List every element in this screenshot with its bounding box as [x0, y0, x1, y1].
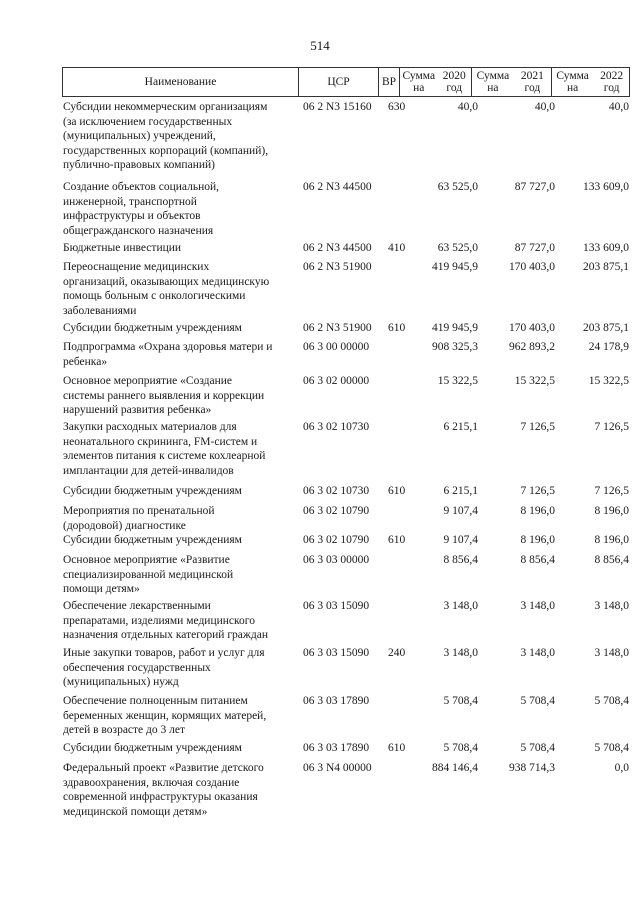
row-sum-2021: 962 893,2	[509, 341, 555, 353]
row-name-line: неонатального скрининга, FM-систем и	[63, 435, 258, 448]
row-csr: 06 2 N3 51900	[303, 322, 372, 334]
row-sum-2021: 87 727,0	[514, 181, 555, 193]
row-sum-2021: 3 148,0	[520, 600, 555, 612]
row-sum-2021: 170 403,0	[509, 322, 555, 334]
row-sum-2022: 24 178,9	[588, 341, 629, 353]
row-vr: 410	[388, 242, 406, 254]
row-name	[63, 321, 299, 336]
header-sum-2022-line1: Сумма на	[556, 70, 589, 94]
header-name: Наименование	[63, 68, 299, 96]
row-sum-2020: 63 525,0	[437, 181, 478, 193]
row-csr: 06 3 N4 00000	[303, 762, 372, 774]
row-sum-2021: 87 727,0	[514, 242, 555, 254]
row-name	[63, 694, 299, 738]
table-header	[62, 67, 630, 97]
row-name	[63, 374, 299, 418]
row-name	[63, 340, 299, 369]
row-csr: 06 3 02 10790	[303, 505, 370, 517]
row-name-line: Иные закупки товаров, работ и услуг для	[63, 647, 265, 659]
row-name-line: системы раннего выявления и коррекции	[63, 389, 265, 402]
row-sum-2020: 419 945,9	[432, 322, 478, 334]
header-sum-2022	[552, 68, 630, 96]
row-name-line: инфраструктуры и объектов	[63, 210, 201, 223]
row-sum-2022: 40,0	[608, 101, 629, 113]
row-name-line: препаратами, изделиями медицинского	[63, 614, 255, 627]
row-name-line: специализированной медицинской	[63, 568, 234, 581]
row-csr: 06 3 03 00000	[303, 554, 370, 566]
row-name	[63, 553, 299, 597]
row-sum-2020: 5 708,4	[443, 742, 478, 754]
row-sum-2022: 3 148,0	[594, 600, 629, 612]
row-name-line: заболеваниями	[63, 304, 137, 317]
row-name-line: Создание объектов социальной,	[63, 181, 220, 193]
row-sum-2021: 8 196,0	[520, 505, 555, 517]
row-sum-2021: 938 714,3	[509, 762, 555, 774]
row-name-line: Основное мероприятие «Создание	[63, 375, 233, 387]
row-name-line: Основное мероприятие «Развитие	[63, 554, 230, 566]
row-csr: 06 3 02 10730	[303, 421, 370, 433]
row-sum-2022: 133 609,0	[583, 181, 629, 193]
row-sum-2021: 3 148,0	[520, 647, 555, 659]
row-sum-2021: 5 708,4	[520, 742, 555, 754]
row-vr: 610	[388, 322, 406, 334]
row-sum-2020: 3 148,0	[443, 647, 478, 659]
row-name-line: Подпрограмма «Охрана здоровья матери и	[63, 341, 273, 353]
row-name-line: Субсидии бюджетным учреждениям	[63, 322, 242, 334]
row-csr: 06 3 02 00000	[303, 375, 370, 387]
row-name-line: беременных женщин, кормящих матерей,	[63, 709, 267, 722]
row-name-line: элементов питания к системе кохлеарной	[63, 450, 266, 463]
row-sum-2020: 6 215,1	[443, 485, 478, 497]
row-sum-2021: 40,0	[534, 101, 555, 113]
row-csr: 06 3 03 17890	[303, 742, 370, 754]
row-name	[63, 420, 299, 478]
row-name-line: Обеспечение лекарственными	[63, 600, 211, 612]
row-name-line: Обеспечение полноценным питанием	[63, 695, 248, 707]
row-name-line: Мероприятия по пренатальной	[63, 505, 215, 517]
row-name-line: обеспечения государственных	[63, 661, 211, 674]
header-vr: ВР	[379, 68, 400, 96]
row-name	[63, 241, 299, 256]
row-name-line: инженерной, транспортной	[63, 195, 197, 208]
row-name-line: Субсидии некоммерческим организациям	[63, 101, 268, 113]
row-sum-2020: 8 856,4	[443, 554, 478, 566]
row-name-line: Федеральный проект «Развитие детского	[63, 762, 264, 774]
row-sum-2022: 0,0	[614, 762, 629, 774]
row-sum-2022: 203 875,1	[583, 322, 629, 334]
row-vr: 610	[388, 742, 406, 754]
row-name-line: нарушений развития ребенка»	[63, 404, 212, 417]
row-sum-2021: 7 126,5	[520, 421, 555, 433]
header-sum-2022-line2: 2022 год	[600, 70, 624, 94]
row-sum-2020: 40,0	[457, 101, 478, 113]
row-name-line: Бюджетные инвестиции	[63, 242, 182, 254]
row-sum-2022: 5 708,4	[594, 695, 629, 707]
header-csr: ЦСР	[299, 68, 379, 96]
row-name	[63, 741, 299, 756]
row-csr: 06 2 N3 51900	[303, 261, 372, 273]
row-sum-2022: 7 126,5	[594, 485, 629, 497]
row-sum-2022: 5 708,4	[594, 742, 629, 754]
row-sum-2020: 15 322,5	[437, 375, 478, 387]
row-csr: 06 2 N3 15160	[303, 101, 372, 113]
row-csr: 06 3 02 10790	[303, 534, 370, 546]
row-name-line: Субсидии бюджетным учреждениям	[63, 485, 242, 497]
row-sum-2021: 7 126,5	[520, 485, 555, 497]
page-number: 514	[310, 38, 330, 53]
row-name	[63, 100, 299, 173]
row-name-line: Субсидии бюджетным учреждениям	[63, 742, 242, 754]
row-name	[63, 180, 299, 238]
row-csr: 06 3 03 15090	[303, 647, 370, 659]
row-sum-2021: 8 196,0	[520, 534, 555, 546]
row-sum-2022: 8 856,4	[594, 554, 629, 566]
header-sum-2020-line2: 2020 год	[442, 70, 466, 94]
row-csr: 06 3 03 15090	[303, 600, 370, 612]
row-vr: 610	[388, 485, 406, 497]
row-name-line: общегражданского назначения	[63, 224, 214, 237]
row-csr: 06 2 N3 44500	[303, 181, 372, 193]
row-sum-2022: 3 148,0	[594, 647, 629, 659]
row-name-line: помощи детям»	[63, 583, 140, 596]
row-sum-2020: 9 107,4	[443, 534, 478, 546]
row-name-line: (муниципальных) учреждений,	[63, 130, 216, 143]
header-sum-2020-line1: Сумма на	[402, 70, 436, 94]
row-sum-2020: 63 525,0	[437, 242, 478, 254]
row-name	[63, 761, 299, 819]
row-name	[63, 533, 299, 548]
row-name-line: назначения отдельных категорий граждан	[63, 629, 268, 642]
row-sum-2020: 9 107,4	[443, 505, 478, 517]
row-sum-2020: 884 146,4	[432, 762, 478, 774]
row-sum-2021: 5 708,4	[520, 695, 555, 707]
header-sum-2021	[472, 68, 552, 96]
row-name-line: ребенка»	[63, 355, 108, 368]
row-name-line: здравоохранения, включая создание	[63, 776, 240, 789]
header-sum-2021-line2: 2021 год	[520, 70, 544, 94]
row-vr: 630	[388, 101, 406, 113]
row-name-line: (за исключением государственных	[63, 115, 233, 128]
row-name	[63, 504, 299, 533]
row-name	[63, 484, 299, 499]
row-sum-2020: 419 945,9	[432, 261, 478, 273]
row-sum-2020: 3 148,0	[443, 600, 478, 612]
row-name-line: помощь больным с онкологическими	[63, 290, 246, 303]
row-vr: 610	[388, 534, 406, 546]
row-sum-2022: 203 875,1	[583, 261, 629, 273]
row-name-line: имплантации для детей-инвалидов	[63, 464, 234, 477]
row-name-line: (муниципальных) нужд	[63, 676, 179, 689]
row-csr: 06 3 02 10730	[303, 485, 370, 497]
row-sum-2022: 15 322,5	[588, 375, 629, 387]
row-sum-2021: 15 322,5	[514, 375, 555, 387]
row-name-line: медицинской помощи детям»	[63, 805, 208, 818]
row-name-line: Переоснащение медицинских	[63, 261, 210, 273]
row-sum-2022: 133 609,0	[583, 242, 629, 254]
row-name-line: (дородовой) диагностике	[63, 519, 186, 532]
row-sum-2022: 7 126,5	[594, 421, 629, 433]
row-csr: 06 3 03 17890	[303, 695, 370, 707]
row-name-line: государственных корпораций (компаний),	[63, 144, 269, 157]
row-sum-2021: 170 403,0	[509, 261, 555, 273]
row-csr: 06 3 00 00000	[303, 341, 370, 353]
row-name-line: современной инфраструктуры оказания	[63, 791, 258, 804]
row-name-line: организаций, оказывающих медицинскую	[63, 275, 270, 288]
header-sum-2020	[400, 68, 472, 96]
row-sum-2022: 8 196,0	[594, 534, 629, 546]
header-sum-2021-line1: Сумма на	[476, 70, 510, 94]
row-name-line: публично-правовых компаний)	[63, 159, 215, 172]
row-sum-2020: 908 325,3	[432, 341, 478, 353]
row-name	[63, 260, 299, 318]
row-name-line: детей в возрасте до 3 лет	[63, 724, 185, 737]
row-sum-2022: 8 196,0	[594, 505, 629, 517]
row-name-line: Субсидии бюджетным учреждениям	[63, 534, 242, 546]
row-sum-2020: 6 215,1	[443, 421, 478, 433]
row-csr: 06 2 N3 44500	[303, 242, 372, 254]
row-name	[63, 599, 299, 643]
row-vr: 240	[388, 647, 406, 659]
row-sum-2020: 5 708,4	[443, 695, 478, 707]
row-name-line: Закупки расходных материалов для	[63, 421, 237, 433]
row-sum-2021: 8 856,4	[520, 554, 555, 566]
row-name	[63, 646, 299, 690]
